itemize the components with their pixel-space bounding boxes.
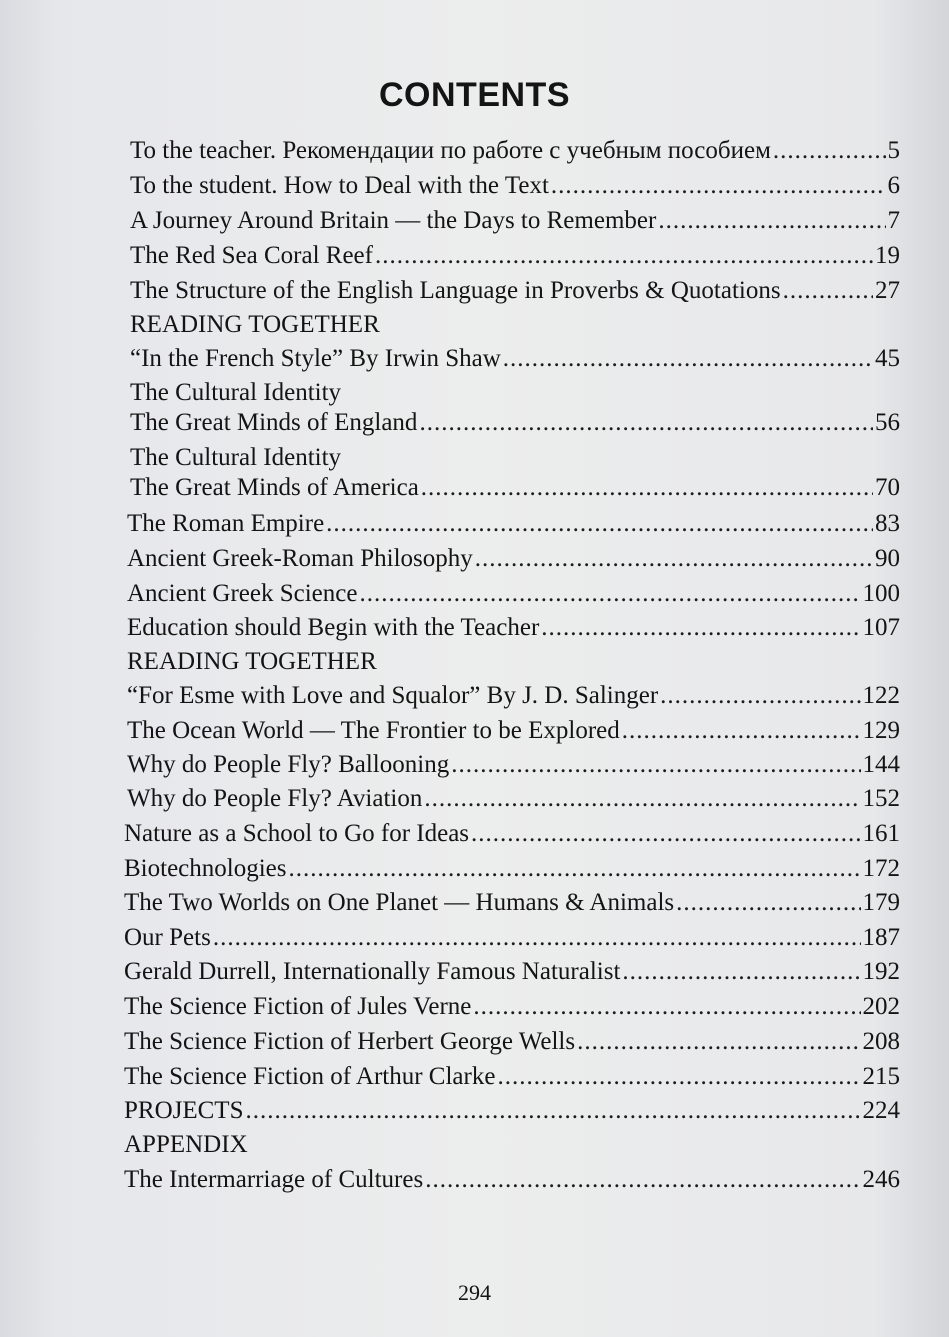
toc-entry-title: APPENDIX [124, 1131, 248, 1158]
dot-leader [475, 542, 873, 576]
dot-leader [288, 852, 860, 886]
toc-entry [130, 274, 900, 308]
toc-entry-title: The Ocean World — The Frontier to be Explored [127, 717, 620, 744]
dot-leader [419, 406, 873, 440]
toc-entry-title: The Two Worlds on One Planet — Humans & Animals [124, 889, 675, 916]
toc-entry [127, 782, 900, 816]
toc-entry-title: A Journey Around Britain — the Days to Remember [130, 207, 657, 234]
toc-entry-page: 45 [875, 345, 900, 372]
toc-entry [124, 886, 900, 920]
toc-entry-page: 27 [875, 277, 900, 304]
dot-leader [473, 990, 860, 1024]
toc-entry-title: READING TOGETHER [127, 648, 377, 675]
dot-leader [497, 1060, 860, 1094]
toc-entry-title: To the student. How to Deal with the Text [130, 172, 549, 199]
toc-entry-page: 215 [862, 1063, 900, 1090]
toc-entry-page: 5 [887, 137, 900, 164]
toc-entry [124, 955, 900, 989]
toc-entry-page: 122 [862, 682, 900, 709]
dot-leader [425, 1163, 860, 1197]
toc-entry-page: 6 [887, 172, 900, 199]
toc-entry-title: The Structure of the English Language in Proverbs & Quotations [130, 277, 781, 304]
toc-entry-page: 161 [862, 820, 900, 847]
dot-leader [424, 782, 860, 816]
toc-entry [130, 169, 900, 203]
toc-entry-page: 7 [887, 207, 900, 234]
toc-entry [127, 645, 900, 679]
toc-entry-page: 107 [862, 614, 900, 641]
contents-heading: CONTENTS [379, 76, 570, 114]
dot-leader [577, 1025, 860, 1059]
toc-entry-page: 179 [862, 889, 900, 916]
toc-entry [127, 748, 900, 782]
toc-entry [124, 1163, 900, 1197]
dot-leader [658, 204, 885, 238]
toc-entry-page: 129 [862, 717, 900, 744]
dot-leader [622, 714, 861, 748]
toc-entry-title: The Great Minds of England [130, 409, 418, 436]
toc-entry-title: Why do People Fly? Ballooning [127, 751, 450, 778]
toc-entry-page: 70 [875, 474, 900, 501]
dot-leader [783, 274, 873, 308]
toc-entry-page: 192 [862, 958, 900, 985]
toc-entry [127, 611, 900, 645]
toc-entry-page: 202 [862, 993, 900, 1020]
toc-entry-page: 187 [862, 924, 900, 951]
toc-entry [124, 1025, 900, 1059]
toc-entry-page: 56 [875, 409, 900, 436]
dot-leader [551, 169, 886, 203]
toc-entry [130, 406, 900, 440]
dot-leader [213, 921, 861, 955]
toc-entry-title: Why do People Fly? Aviation [127, 785, 423, 812]
toc-entry-title: “For Esme with Love and Squalor” By J. D. Salinger [127, 682, 659, 709]
toc-entry [124, 1128, 900, 1162]
toc-entry [124, 852, 900, 886]
toc-entry-title: Education should Begin with the Teacher [127, 614, 540, 641]
dot-leader [503, 342, 873, 376]
toc-entry-title: The Red Sea Coral Reef [130, 242, 373, 269]
toc-entry-page: 83 [875, 510, 900, 537]
toc-entry-title: READING TOGETHER [130, 311, 380, 338]
toc-entry [130, 239, 900, 273]
toc-entry [124, 1060, 900, 1094]
toc-entry [130, 204, 900, 238]
dot-leader [660, 679, 860, 713]
toc-entry-page: 90 [875, 545, 900, 572]
toc-entry-title: The Science Fiction of Arthur Clarke [124, 1063, 496, 1090]
toc-entry-page: 144 [862, 751, 900, 778]
dot-leader [622, 955, 860, 989]
dot-leader [326, 507, 873, 541]
dot-leader [375, 239, 873, 273]
dot-leader [471, 817, 860, 851]
toc-entry [130, 308, 900, 342]
toc-entry [127, 542, 900, 576]
toc-entry [127, 679, 900, 713]
toc-entry-title: The Science Fiction of Herbert George Wells [124, 1028, 576, 1055]
toc-entry-page: 172 [862, 855, 900, 882]
toc-entry-title: Gerald Durrell, Internationally Famous Naturalist [124, 958, 621, 985]
toc-entry-title: “In the French Style” By Irwin Shaw [130, 345, 501, 372]
toc-entry-title: The Cultural Identity [130, 444, 342, 471]
dot-leader [541, 611, 860, 645]
toc-entry [127, 714, 900, 748]
toc-entry-title: To the teacher. Рекомендации по работе с учебным пособием [130, 137, 771, 164]
toc-entry-page: 152 [862, 785, 900, 812]
toc-entry-title: The Great Minds of America [130, 474, 419, 501]
dot-leader [359, 577, 860, 611]
dot-leader [451, 748, 860, 782]
dot-leader [773, 134, 886, 168]
toc-entry [130, 376, 900, 410]
toc-entry-title: Nature as a School to Go for Ideas [124, 820, 470, 847]
dot-leader [245, 1094, 860, 1128]
toc-entry-title: Our Pets [124, 924, 211, 951]
toc-entry-page: 100 [862, 580, 900, 607]
toc-entry [124, 990, 900, 1024]
toc-entry-title: The Science Fiction of Jules Verne [124, 993, 472, 1020]
toc-entry [124, 1094, 900, 1128]
toc-entry [127, 577, 900, 611]
dot-leader [676, 886, 860, 920]
toc-entry [124, 921, 900, 955]
page-number: 294 [458, 1280, 491, 1305]
toc-entry [124, 817, 900, 851]
toc-entry [130, 441, 900, 475]
toc-entry-page: 208 [862, 1028, 900, 1055]
toc-entry-title: Biotechnologies [124, 855, 287, 882]
toc-entry [130, 342, 900, 376]
toc-entry [127, 507, 900, 541]
toc-entry-page: 246 [862, 1166, 900, 1193]
toc-entry-page: 224 [862, 1097, 900, 1124]
toc-entry [130, 471, 900, 505]
dot-leader [421, 471, 873, 505]
toc-entry-title: Ancient Greek-Roman Philosophy [127, 545, 473, 572]
toc-entry-title: The Cultural Identity [130, 379, 342, 406]
toc-entry-title: The Roman Empire [127, 510, 325, 537]
toc-entry-title: The Intermarriage of Cultures [124, 1166, 424, 1193]
toc-entry-title: Ancient Greek Science [127, 580, 358, 607]
toc-entry-title: PROJECTS [124, 1097, 244, 1124]
toc-entry-page: 19 [875, 242, 900, 269]
toc-entry [130, 134, 900, 168]
